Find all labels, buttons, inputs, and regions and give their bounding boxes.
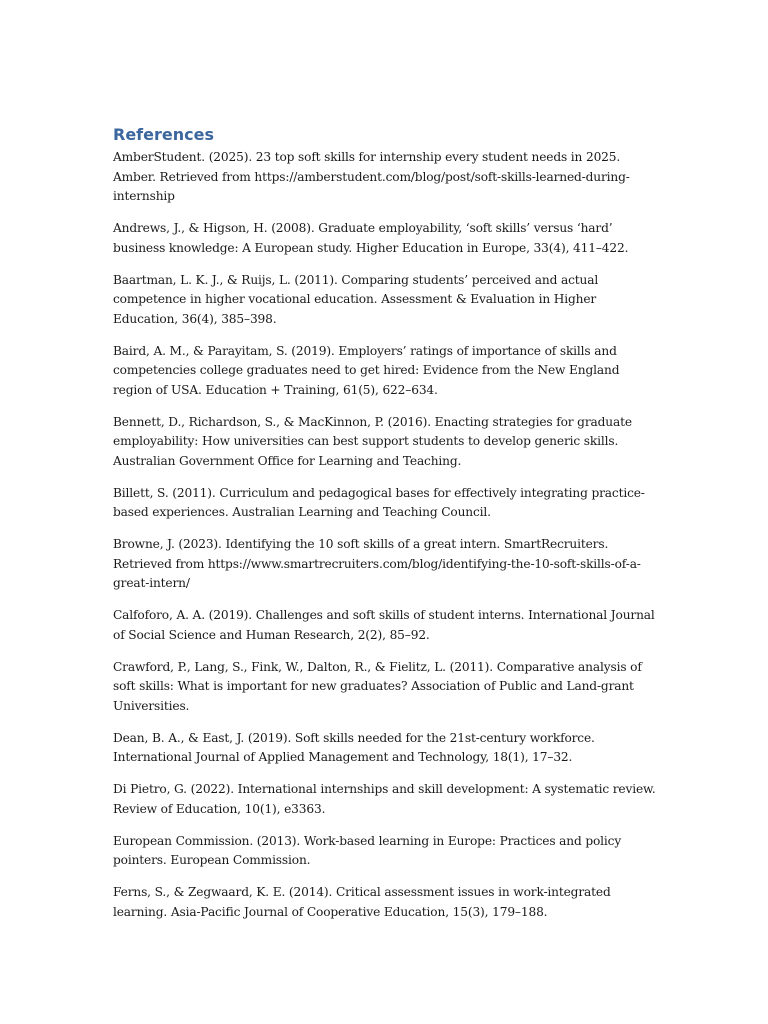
reference-item: Calfoforo, A. A. (2019). Challenges and soft skills of student interns. International Journal of Social Science and Human Research, 2(2), 85–92.	[113, 608, 655, 642]
reference-item: Billett, S. (2011). Curriculum and pedagogical bases for effectively integrating practice-based experiences. Australian Learning and Teaching Council.	[113, 485, 645, 519]
reference-item: Dean, B. A., & East, J. (2019). Soft skills needed for the 21st-century workforce. International Journal of Applied Management and Technology, 18(1), 17–32.	[113, 730, 595, 764]
reference-item: Baartman, L. K. J., & Ruijs, L. (2011). Comparing students’ perceived and actual competence in higher vocational education. Assessment & Evaluation in Higher Education, 36(4), 385–398.	[113, 272, 599, 326]
reference-item: Crawford, P., Lang, S., Fink, W., Dalton, R., & Fielitz, L. (2011). Comparative analysis of soft skills: What is important for new graduates? Association of Public and Land-grant Universities.	[113, 659, 642, 713]
reference-item: Andrews, J., & Higson, H. (2008). Graduate employability, ‘soft skills’ versus ‘hard’ business knowledge: A European study. Higher Education in Europe, 33(4), 411–422.	[113, 221, 629, 255]
reference-item: European Commission. (2013). Work-based learning in Europe: Practices and policy pointers. European Commission.	[113, 833, 622, 867]
references-heading: References	[113, 125, 214, 144]
reference-item: Di Pietro, G. (2022). International internships and skill development: A systematic review. Review of Education, 10(1), e3363.	[113, 782, 656, 816]
reference-list	[113, 148, 659, 922]
references-section	[113, 124, 659, 935]
reference-item: AmberStudent. (2025). 23 top soft skills for internship every student needs in 2025. Amber. Retrieved from https://amberstudent.com/blog/post/soft-skills-learned-during-internship	[113, 150, 630, 203]
reference-item: Browne, J. (2023). Identifying the 10 soft skills of a great intern. SmartRecruiters. Retrieved from https://www.smartrecruiters.com/blog/identifying-the-10-soft-skills-of-a-great-intern/	[113, 537, 641, 590]
reference-item: Baird, A. M., & Parayitam, S. (2019). Employers’ ratings of importance of skills and competencies college graduates need to get hired: Evidence from the New England region of USA. Education + Training, 61(5), 622–634.	[113, 343, 620, 397]
reference-item: Bennett, D., Richardson, S., & MacKinnon, P. (2016). Enacting strategies for graduate employability: How universities can best support students to develop generic skills. Australian Government Office for Learning and Teaching.	[113, 414, 632, 468]
reference-item: Ferns, S., & Zegwaard, K. E. (2014). Critical assessment issues in work-integrated learning. Asia-Pacific Journal of Cooperative Education, 15(3), 179–188.	[113, 885, 611, 919]
